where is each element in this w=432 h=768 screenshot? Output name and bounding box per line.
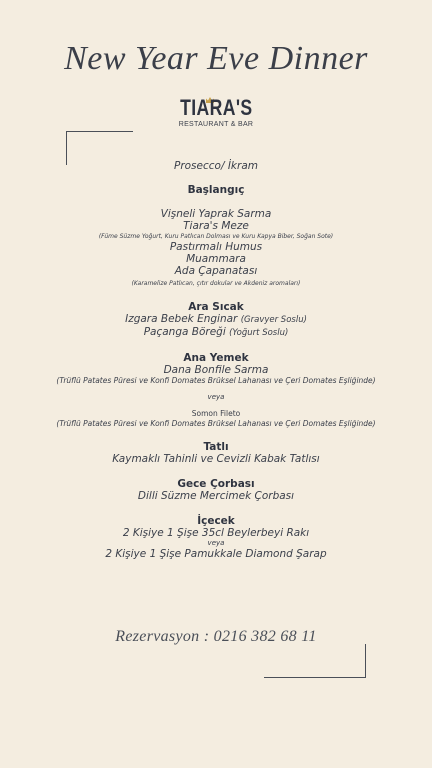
menu-item-name: Paçanga Böreği: [143, 326, 226, 338]
menu-item: Ada Çapanatası: [174, 265, 258, 277]
section-dessert: [0, 441, 432, 465]
restaurant-logo: [0, 96, 432, 128]
menu: [0, 160, 432, 560]
menu-item: Muammara: [186, 253, 246, 265]
page-title: New Year Eve Dinner: [64, 40, 368, 77]
menu-item-note: (Trüflü Patates Püresi ve Konfi Domates Brüksel Lahanası ve Çeri Domates Eşliğinde): [56, 376, 376, 385]
menu-item-note: (Trüflü Patates Püresi ve Konfi Domates Brüksel Lahanası ve Çeri Domates Eşliğinde): [56, 419, 376, 428]
reservation-phone: Rezervasyon : 0216 382 68 11: [115, 628, 317, 645]
menu-item: Pastırmalı Humus: [169, 241, 263, 253]
menu-item: Somon Fileto: [191, 409, 241, 418]
welcome-drink: Prosecco/ İkram: [173, 160, 258, 172]
menu-item-name: Izgara Bebek Enginar: [125, 313, 238, 325]
section-heading: Ara Sıcak: [188, 301, 244, 313]
or-separator: veya: [207, 393, 225, 401]
menu-item: [0, 313, 432, 326]
section-main: [0, 352, 432, 429]
section-heading: İçecek: [197, 515, 235, 527]
menu-item: 2 Kişiye 1 Şişe 35cl Beylerbeyi Rakı: [122, 527, 310, 539]
section-intermediate: [0, 301, 432, 339]
menu-item-sauce: (Gravyer Soslu): [240, 315, 307, 325]
corner-frame-bottom-right: [264, 644, 366, 678]
or-separator: veya: [207, 539, 225, 547]
menu-item: Dilli Süzme Mercimek Çorbası: [137, 490, 295, 502]
logo-subtitle: RESTAURANT & BAR: [178, 121, 254, 128]
menu-item: Tiara's Meze: [183, 220, 249, 232]
section-heading: Tatlı: [203, 441, 229, 453]
menu-item: Dana Bonfile Sarma: [163, 364, 269, 376]
menu-item-sauce: (Yoğurt Soslu): [229, 328, 289, 338]
logo-name: TIARA'S: [179, 95, 253, 120]
section-night-soup: [0, 478, 432, 502]
section-heading: Başlangıç: [187, 184, 245, 196]
section-starter: [0, 184, 432, 288]
menu-item: 2 Kişiye 1 Şişe Pamukkale Diamond Şarap: [105, 548, 327, 560]
menu-item: Vişneli Yaprak Sarma: [160, 208, 272, 220]
section-drinks: [0, 515, 432, 560]
section-heading: Gece Çorbası: [177, 478, 255, 490]
menu-item-note: (Füme Süzme Yoğurt, Kuru Patlıcan Dolması ve Kuru Kapya Biber, Soğan Sote): [98, 233, 334, 240]
menu-item: Kaymaklı Tahinli ve Cevizli Kabak Tatlısı: [112, 453, 320, 465]
section-heading: Ana Yemek: [183, 352, 249, 364]
menu-item: [0, 326, 432, 339]
menu-item-note: (Karamelize Patlıcan, çıtır dokular ve Akdeniz aromaları): [131, 280, 301, 287]
